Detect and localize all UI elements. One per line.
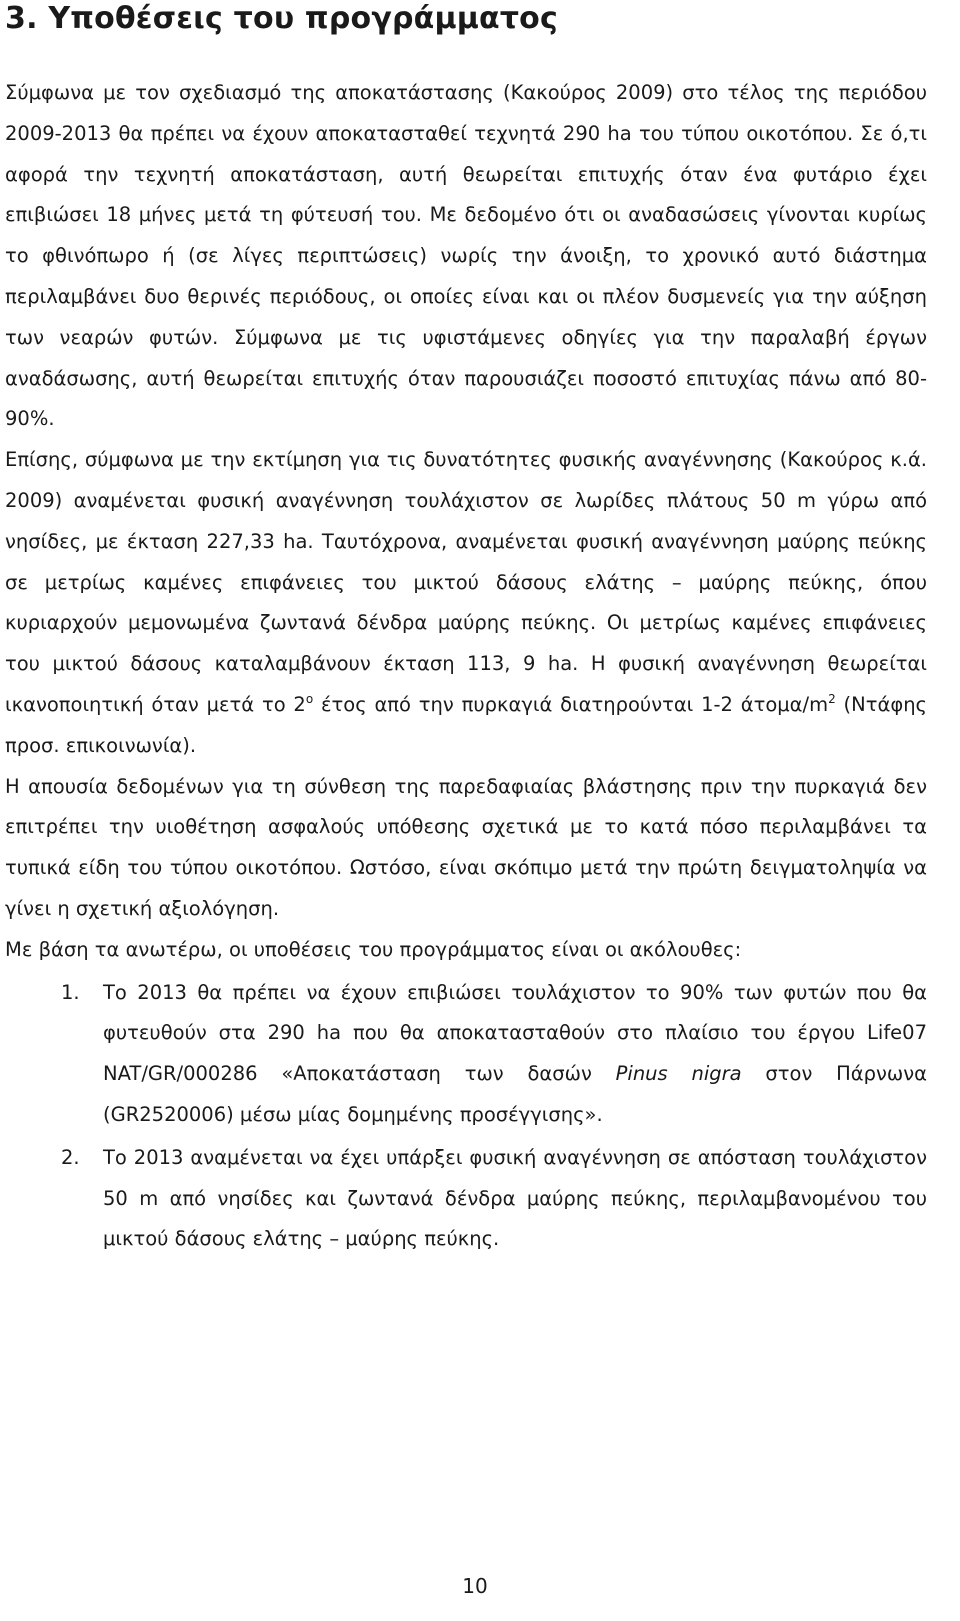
- superscript-ordinal: ο: [305, 691, 314, 706]
- section-heading: 3. Υποθέσεις του προγράμματος: [5, 1, 558, 36]
- paragraph-text: Επίσης, σύμφωνα με την εκτίμηση για τις δυνατότητες φυσικής αναγέννησης (Κακούρος κ.ά. 2009) αναμένεται φυσική αναγέννηση τουλάχιστον σε λωρίδες πλάτους 50 m γύρω από νησίδες, με έκταση 227,33 ha. Ταυτόχρονα, αναμένεται φυσική αναγέννηση μαύρης πεύκης σε μετρίως καμένες επιφάνειες του μικτού δάσους ελάτης – μαύρης πεύκης, όπου κυριαρχούν μεμονωμένα ζωντανά δένδρα μαύρης πεύκης. Οι μετρίως καμένες επιφάνειες του μικτού δάσους καταλαμβάνουν έκταση 113, 9 ha. Η φυσική αναγέννηση θεωρείται ικανοποιητική όταν μετά το 2: [5, 448, 927, 716]
- superscript-exponent: 2: [828, 691, 836, 706]
- species-name: Pinus nigra: [615, 1062, 742, 1086]
- paragraph-hypotheses-intro: Με βάση τα ανωτέρω, οι υποθέσεις του προγράμματος είναι οι ακόλουθες:: [5, 937, 742, 961]
- page-number: 10: [462, 1574, 488, 1598]
- paragraph-understory-vegetation: Η απουσία δεδομένων για τη σύνθεση της παρεδαφιαίας βλάστησης πριν την πυρκαγιά δεν επιτρέπει την υιοθέτηση ασφαλούς υπόθεσης σχετικά με το κατά πόσο περιλαμβάνει τα τυπικά είδη του τύπου οικοτόπου. Ωστόσο, είναι σκόπιμο μετά την πρώτη δειγματοληψία να γίνει η σχετική αξιολόγηση.: [5, 774, 927, 920]
- list-item: [5, 1138, 927, 1260]
- paragraph-text: έτος από την πυρκαγιά διατηρούνται 1-2 άτομα/m: [313, 692, 829, 716]
- list-item-number: 2.: [61, 1145, 80, 1169]
- list-item-text: στον Πάρνωνα (GR2520006) μέσω μίας δομημένης προσέγγισης».: [103, 1062, 928, 1126]
- list-item: [5, 973, 927, 1136]
- list-item-text: Το 2013 αναμένεται να έχει υπάρξει φυσική αναγέννηση σε απόσταση τουλάχιστον 50 m από νησίδες και ζωντανά δένδρα μαύρης πεύκης, περιλαμβανομένου του μικτού δάσους ελάτης – μαύρης πεύκης.: [103, 1145, 927, 1251]
- paragraph-restoration-plan: Σύμφωνα με τον σχεδιασμό της αποκατάστασης (Κακούρος 2009) στο τέλος της περιόδου 2009-2013 θα πρέπει να έχουν αποκατασταθεί τεχνητά 290 ha του τύπου οικοτόπου. Σε ό,τι αφορά την τεχνητή αποκατάσταση, αυτή θεωρείται επιτυχής όταν ένα φυτάριο έχει επιβιώσει 18 μήνες μετά τη φύτευσή του. Με δεδομένο ότι οι αναδασώσεις γίνονται κυρίως το φθινόπωρο ή (σε λίγες περιπτώσεις) νωρίς την άνοιξη, το χρονικό αυτό διάστημα περιλαμβάνει δυο θερινές περιόδους, οι οποίες είναι και οι πλέον δυσμενείς για την αύξηση των νεαρών φυτών. Σύμφωνα με τις υφιστάμενες οδηγίες για την παραλαβή έργων αναδάσωσης, αυτή θεωρείται επιτυχής όταν παρουσιάζει ποσοστό επιτυχίας πάνω από 80-90%.: [5, 81, 927, 431]
- body-text: [5, 73, 927, 1260]
- paragraph-natural-regeneration: [5, 440, 927, 766]
- paragraph-text: (Ντάφης προσ. επικοινωνία).: [5, 692, 927, 757]
- hypotheses-list: [5, 973, 927, 1261]
- list-item-text: Το 2013 θα πρέπει να έχουν επιβιώσει τουλάχιστον το 90% των φυτών που θα φυτευθούν στα 290 ha που θα αποκατασταθούν στο πλαίσιο του έργου Life07 NAT/GR/000286 «Αποκατάσταση των δασών: [103, 980, 927, 1086]
- list-item-number: 1.: [61, 980, 80, 1004]
